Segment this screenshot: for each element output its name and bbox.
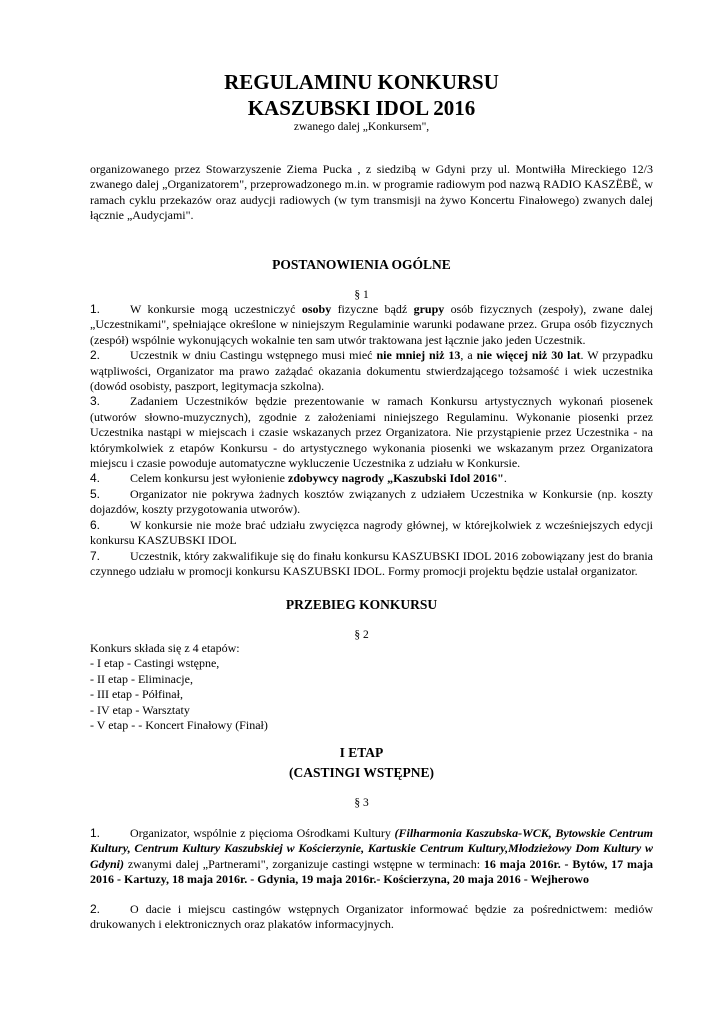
- item-text: Celem konkursu jest wyłonienie: [130, 471, 288, 486]
- item-partners: (Filharmonia Kaszubska-WCK, Bytowskie Centrum Kultury, Centrum Kultury Kaszubskiej w Kościerzynie, Kartuskie Centrum Kultury,Młodzieżowy Dom Kultury w Gdyni): [90, 826, 653, 871]
- section-heading-stage1-sub: (CASTINGI WSTĘPNE): [289, 765, 434, 780]
- list-item: [90, 549, 653, 580]
- stage-item: - V etap - - Koncert Finałowy (Finał): [90, 717, 268, 732]
- list-item: [90, 487, 653, 518]
- item-number: 7.: [90, 548, 101, 563]
- list-item: [90, 471, 653, 486]
- item-dates: 16 maja 2016r. - Bytów, 17 maja 2016 - Kartuzy, 18 maja 2016r. - Gdynia, 19 maja 2016r.- Kościerzyna, 20 maja 2016 - Wejherowo: [90, 856, 653, 887]
- document-title-line2: KASZUBSKI IDOL 2016: [247, 96, 476, 120]
- item-text: W konkursie nie może brać udziału zwycięzca nagrody głównej, w którejkolwiek z wcześniejszych edycji konkursu KASZUBSKI IDOL: [90, 517, 653, 548]
- paragraph-mark-1: § 1: [354, 289, 369, 301]
- stage-item: - II etap - Eliminacje,: [90, 671, 193, 686]
- section3-item2: [90, 902, 653, 933]
- list-item: [90, 302, 653, 348]
- list-item: [90, 348, 653, 394]
- item-number: 2.: [90, 902, 101, 916]
- list-item: [90, 394, 653, 471]
- item-text: O dacie i miejscu castingów wstępnych Organizator informować będzie za pośrednictwem: mediów drukowanych i elektronicznych oraz plakatów informacyjnych.: [90, 902, 653, 932]
- item-number: 1.: [90, 302, 101, 316]
- item-text: osób fizycznych (zespoły), zwane dalej „Uczestnikami", spełniające określone w niniejszym Regulaminie warunki podawane przez. Grupa osób fizycznych (zespół) wspólnie wykonujących wokalnie ten sam utwór traktowana jest łącznie jako jeden Uczestnik.: [90, 302, 653, 347]
- stage-item: - I etap - Castingi wstępne,: [90, 656, 220, 671]
- item-number: 4.: [90, 471, 101, 486]
- stages-list: [90, 641, 653, 733]
- stage-item: - IV etap - Warsztaty: [90, 702, 190, 717]
- stages-lead: Konkurs składa się z 4 etapów:: [90, 641, 240, 655]
- item-text: W konkursie mogą uczestniczyć: [130, 302, 302, 316]
- item-number: 2.: [90, 348, 101, 363]
- item-emphasis: osoby: [301, 302, 332, 316]
- document-title-line1: REGULAMINU KONKURSU: [224, 70, 499, 94]
- item-emphasis: nie więcej niż 30 lat: [476, 348, 581, 363]
- item-text: Organizator nie pokrywa żadnych kosztów związanych z udziałem Uczestnika w Konkursie (np. koszty dojazdów, koszty przygotowania utworów).: [90, 486, 653, 517]
- item-emphasis: grupy: [413, 302, 445, 316]
- document-subtitle: zwanego dalej „Konkursem",: [293, 121, 430, 133]
- item-emphasis: zdobywcy nagrody „Kaszubski Idol 2016": [288, 471, 504, 486]
- section1-list: [90, 302, 653, 579]
- item-text: fizyczne bądź: [331, 302, 414, 316]
- paragraph-mark-3: § 3: [354, 797, 369, 809]
- item-number: 1.: [90, 826, 101, 840]
- list-item: [90, 518, 653, 549]
- item-text: , a: [460, 348, 477, 363]
- paragraph-mark-2: § 2: [354, 629, 369, 641]
- section-heading-course: PRZEBIEG KONKURSU: [285, 597, 438, 612]
- item-number: 3.: [90, 394, 101, 409]
- item-number: 6.: [90, 517, 101, 532]
- section-heading-stage1: I ETAP: [339, 745, 384, 760]
- item-text: zwanymi dalej „Partnerami", zorganizuje castingi wstępne w terminach:: [124, 856, 484, 871]
- item-text: . W przypadku wątpliwości, Organizator ma prawo zażądać okazania dokumentu stwierdzającego tożsamość i wiek uczestnika (dowód osobisty, paszport, legitymacja szkolna).: [90, 348, 653, 394]
- item-emphasis: nie mniej niż 13: [376, 348, 461, 363]
- stage-item: - III etap - Półfinał,: [90, 687, 183, 702]
- item-text: Zadaniem Uczestników będzie prezentowanie w ramach Konkursu artystycznych wykonań piosenek (utworów słowno-muzycznych), zgodnie z założeniami niniejszego Regulaminu. Wykonanie piosenki przez Uczestnika nastąpi w miejscach i czasie wskazanych przez Organizatora. Nie przystąpienie przez Uczestnika - na którymkolwiek z etapów Konkursu - do artystycznego wykonania piosenki we wskazanym przez Organizatora miejscu i czasie powoduje automatyczne wykluczenie Uczestnika z udziału w Konkursie.: [90, 394, 653, 471]
- item-text: Organizator, wspólnie z pięcioma Ośrodkami Kultury: [130, 826, 395, 840]
- intro-paragraph: organizowanego przez Stowarzyszenie Ziema Pucka , z siedzibą w Gdyni przy ul. Montwiłła Mireckiego 12/3 zwanego dalej „Organizatorem", przeprowadzonego m.in. w programie radiowym pod nazwą RADIO KASZËBË, w ramach cyklu przekazów oraz audycji radiowych (w tym transmisji na żywo Koncertu Finałowego) zwanych dalej łącznie „Audycjami".: [90, 162, 653, 223]
- item-text: .: [503, 471, 507, 486]
- section-heading-general: POSTANOWIENIA OGÓLNE: [272, 257, 451, 272]
- item-text: Uczestnik w dniu Castingu wstępnego musi mieć: [130, 348, 377, 363]
- item-text: Uczestnik, który zakwalifikuje się do finału konkursu KASZUBSKI IDOL 2016 zobowiązany jest do brania czynnego udziału w promocji konkursu KASZUBSKI IDOL. Formy promocji projektu będzie ustalał organizator.: [90, 548, 653, 578]
- item-number: 5.: [90, 486, 101, 501]
- section3-item1: [90, 826, 653, 888]
